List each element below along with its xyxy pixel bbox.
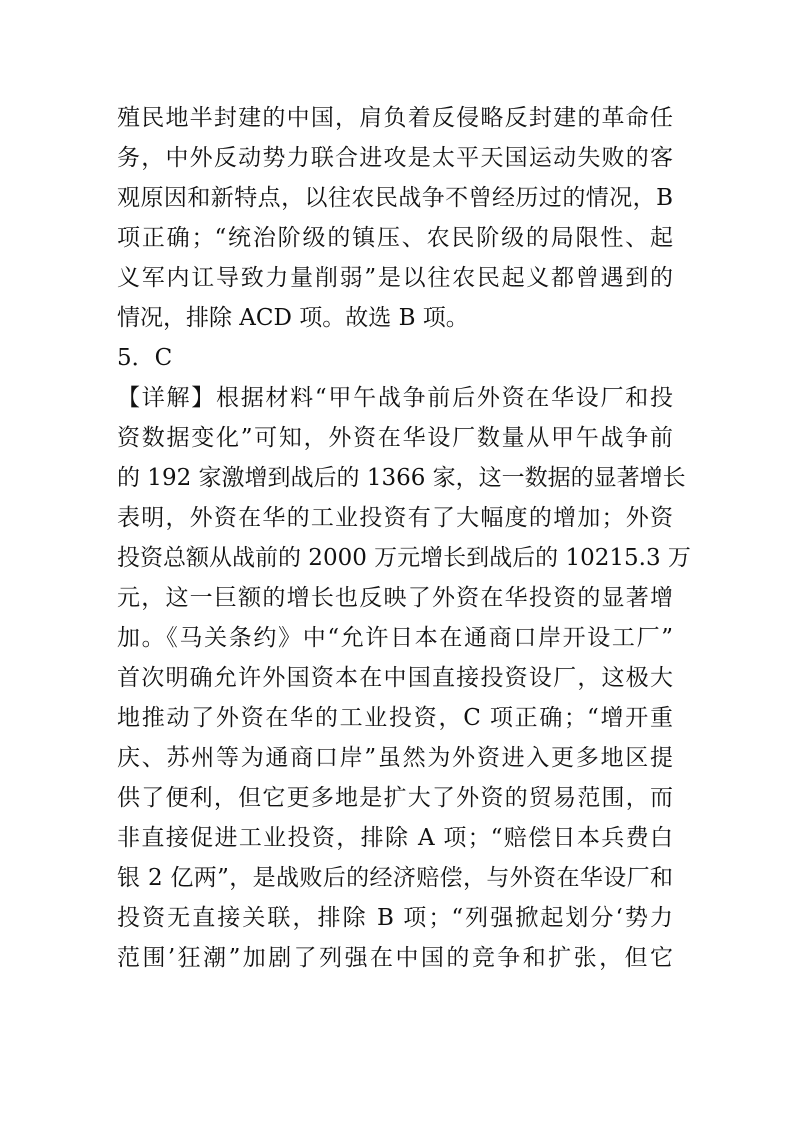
text-line: 义军内讧导致力量削弱”是以往农民起义都曾遇到的 — [117, 265, 673, 291]
text-line: 情况，排除 ACD 项。故选 B 项。 — [117, 305, 469, 331]
text-line: 投资无直接关联，排除 B 项；“列强掀起划分‘势力 — [117, 905, 673, 931]
text-line: 地推动了外资在华的工业投资，C 项正确；“增开重 — [117, 705, 673, 731]
text-line: 资数据变化”可知，外资在华设厂数量从甲午战争前 — [117, 425, 673, 451]
text-line: 元，这一巨额的增长也反映了外资在华投资的显著增 — [117, 585, 673, 611]
answer-heading: 5．C — [117, 345, 173, 371]
text-line: 的 192 家激增到战后的 1366 家，这一数据的显著增长 — [117, 465, 686, 491]
text-line: 项正确；“统治阶级的镇压、农民阶级的局限性、起 — [117, 225, 673, 251]
text-line: 银 2 亿两”，是战败后的经济赔偿，与外资在华设厂和 — [117, 865, 673, 891]
text-line: 殖民地半封建的中国，肩负着反侵略反封建的革命任 — [117, 105, 673, 131]
text-line: 非直接促进工业投资，排除 A 项；“赔偿日本兵费白 — [117, 825, 673, 851]
text-line: 首次明确允许外国资本在中国直接投资设厂，这极大 — [117, 665, 673, 691]
text-line: 范围’狂潮”加剧了列强在中国的竞争和扩张，但它 — [117, 945, 673, 971]
text-line: 庆、苏州等为通商口岸”虽然为外资进入更多地区提 — [117, 745, 673, 771]
text-line: 务，中外反动势力联合进攻是太平天国运动失败的客 — [117, 145, 673, 171]
text-line: 加。《马关条约》中“允许日本在通商口岸开设工厂” — [117, 625, 673, 651]
text-line: 【详解】根据材料“甲午战争前后外资在华设厂和投 — [117, 385, 673, 411]
text-line: 供了便利，但它更多地是扩大了外资的贸易范围，而 — [117, 785, 673, 811]
text-line: 观原因和新特点，以往农民战争不曾经历过的情况，B — [117, 185, 673, 211]
text-line: 投资总额从战前的 2000 万元增长到战后的 10215.3 万 — [117, 545, 691, 571]
text-line: 表明，外资在华的工业投资有了大幅度的增加；外资 — [117, 505, 673, 531]
